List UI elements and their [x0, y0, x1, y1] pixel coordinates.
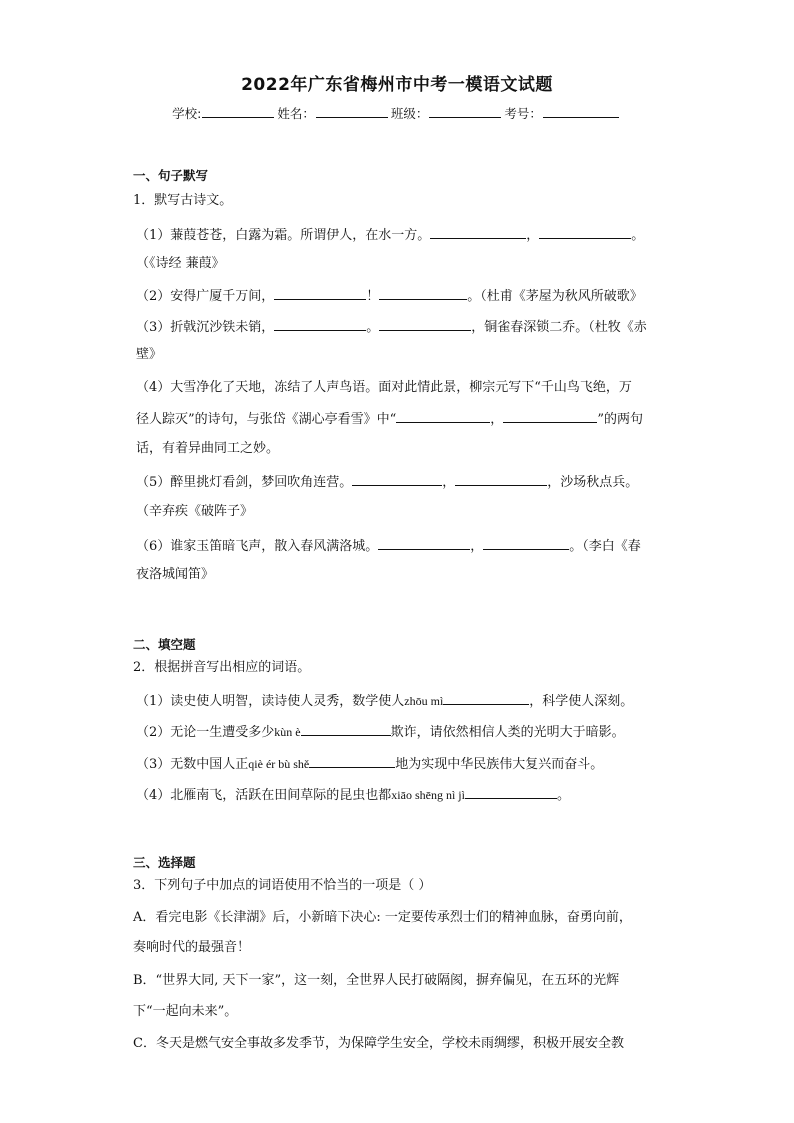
- pinyin-text: kùn è: [274, 725, 301, 739]
- question-1-item-6: [136, 537, 666, 555]
- option-b-line-1: B．“世界大同, 天下一家”，这一刻，全世界人民打破隔阂，摒弃偏见，在五环的光辉: [133, 973, 620, 988]
- item-text: ！: [366, 289, 380, 304]
- answer-blank: [379, 318, 471, 331]
- answer-blank: [274, 318, 366, 331]
- item-text: ，: [490, 412, 504, 427]
- item-text: ，科学使人深刻。: [529, 694, 634, 709]
- question-1-item-4-cont: [136, 410, 666, 428]
- section-heading-2: 二、填空题: [133, 637, 196, 652]
- item-text: 径人踪灭”的诗句，与张岱《湖心亭看雪》中“: [136, 412, 397, 427]
- item-text: 。（李白《春: [569, 539, 641, 554]
- question-1-item-2: [136, 287, 666, 305]
- answer-blank: [465, 786, 557, 799]
- option-a-line-1: A．看完电影《长津湖》后，小新暗下决心: 一定要传承烈士们的精神血脉，奋勇向前，: [133, 910, 632, 925]
- item-text: （2）安得广厦千万间，: [136, 289, 275, 304]
- item-text: ，: [470, 539, 484, 554]
- answer-blank: [430, 226, 526, 239]
- item-text: （3）无数中国人正: [136, 757, 249, 772]
- pinyin-text: zhōu mì: [404, 694, 444, 708]
- option-c-line-1: C．冬天是燃气安全事故多发季节，为保障学生安全，学校未雨绸缪，积极开展安全教: [133, 1036, 624, 1051]
- option-b-line-2: 下“一起向未来”。: [133, 1004, 238, 1019]
- item-text: （2）无论一生遭受多少: [136, 725, 275, 740]
- item-text: ”的两句: [597, 412, 643, 427]
- student-info-line: [0, 104, 794, 122]
- class-label: 班级：: [390, 106, 429, 121]
- section-heading-3: 三、选择题: [133, 855, 196, 870]
- question-1-item-4-end: 话，有着异曲同工之妙。: [136, 441, 280, 456]
- item-text: （1）读史使人明智，读诗使人灵秀，数学使人: [136, 694, 405, 709]
- item-text: 欺诈，请依然相信人类的光明大于暗影。: [390, 725, 625, 740]
- exam-no-label: 考号：: [504, 106, 542, 121]
- answer-blank: [539, 226, 631, 239]
- question-1-item-1: [136, 226, 666, 244]
- exam-no-blank: [543, 105, 619, 118]
- question-1-item-1-source: （《诗经 蒹葭》: [136, 256, 225, 271]
- item-text: （3）折戟沉沙铁未销，: [136, 320, 275, 335]
- exam-title: 2022年广东省梅州市中考一模语文试题: [241, 75, 553, 95]
- item-text: 。: [556, 788, 570, 803]
- item-text: 。: [366, 320, 380, 335]
- question-2-item-4: [136, 786, 666, 804]
- school-blank: [202, 105, 274, 118]
- question-2-stem: 2．根据拼音写出相应的词语。: [133, 660, 311, 675]
- option-a-line-2: 奏响时代的最强音！: [133, 940, 251, 955]
- answer-blank: [396, 410, 490, 423]
- answer-blank: [309, 755, 395, 768]
- item-text: ，沙场秋点兵。: [547, 475, 639, 490]
- answer-blank: [352, 473, 442, 486]
- pinyin-text: qiè ér bù shě: [248, 757, 310, 771]
- name-blank: [316, 105, 388, 118]
- item-text: （4）北雁南飞，活跃在田间草际的昆虫也都: [136, 788, 392, 803]
- name-label: 姓名：: [277, 106, 315, 121]
- item-text: ，: [526, 228, 540, 243]
- question-1-item-3-cont: 壁》: [136, 347, 163, 362]
- question-3-stem: 3．下列句子中加点的词语使用不恰当的一项是（ ）: [133, 878, 432, 893]
- section-heading-1: 一、句子默写: [133, 168, 209, 183]
- answer-blank: [301, 723, 391, 736]
- answer-blank: [503, 410, 597, 423]
- question-2-item-1: [136, 692, 666, 710]
- answer-blank: [455, 473, 547, 486]
- item-text: ，铜雀春深锁二乔。（杜牧《赤: [471, 320, 647, 335]
- answer-blank: [274, 287, 366, 300]
- question-1-item-5: [136, 473, 666, 491]
- answer-blank: [379, 287, 467, 300]
- answer-blank: [378, 537, 470, 550]
- question-2-item-2: [136, 723, 666, 741]
- item-text: ，: [442, 475, 456, 490]
- school-label: 学校:: [172, 106, 202, 121]
- pinyin-text: xiāo shēng nì jì: [391, 788, 465, 802]
- question-2-item-3: [136, 755, 666, 773]
- question-1-item-5-source: （辛弃疾《破阵子》: [136, 504, 254, 519]
- item-text: 。: [631, 228, 645, 243]
- answer-blank: [443, 692, 529, 705]
- question-1-item-3: [136, 318, 666, 336]
- item-text: （6）谁家玉笛暗飞声，散入春风满洛城。: [136, 539, 379, 554]
- item-text: 地为实现中华民族伟大复兴而奋斗。: [395, 757, 604, 772]
- item-text: （5）醉里挑灯看剑，梦回吹角连营。: [136, 475, 353, 490]
- question-1-item-4: （4）大雪净化了天地，冻结了人声鸟语。面对此情此景，柳宗元写下“千山鸟飞绝，万: [136, 380, 632, 395]
- item-text: 。（杜甫《茅屋为秋风所破歌》: [467, 289, 643, 304]
- class-blank: [429, 105, 501, 118]
- question-1-stem: 1．默写古诗文。: [133, 193, 233, 208]
- answer-blank: [483, 537, 569, 550]
- question-1-item-6-cont: 夜洛城闻笛》: [136, 567, 215, 582]
- item-text: （1）蒹葭苍苍，白露为霜。所谓伊人，在水一方。: [136, 228, 431, 243]
